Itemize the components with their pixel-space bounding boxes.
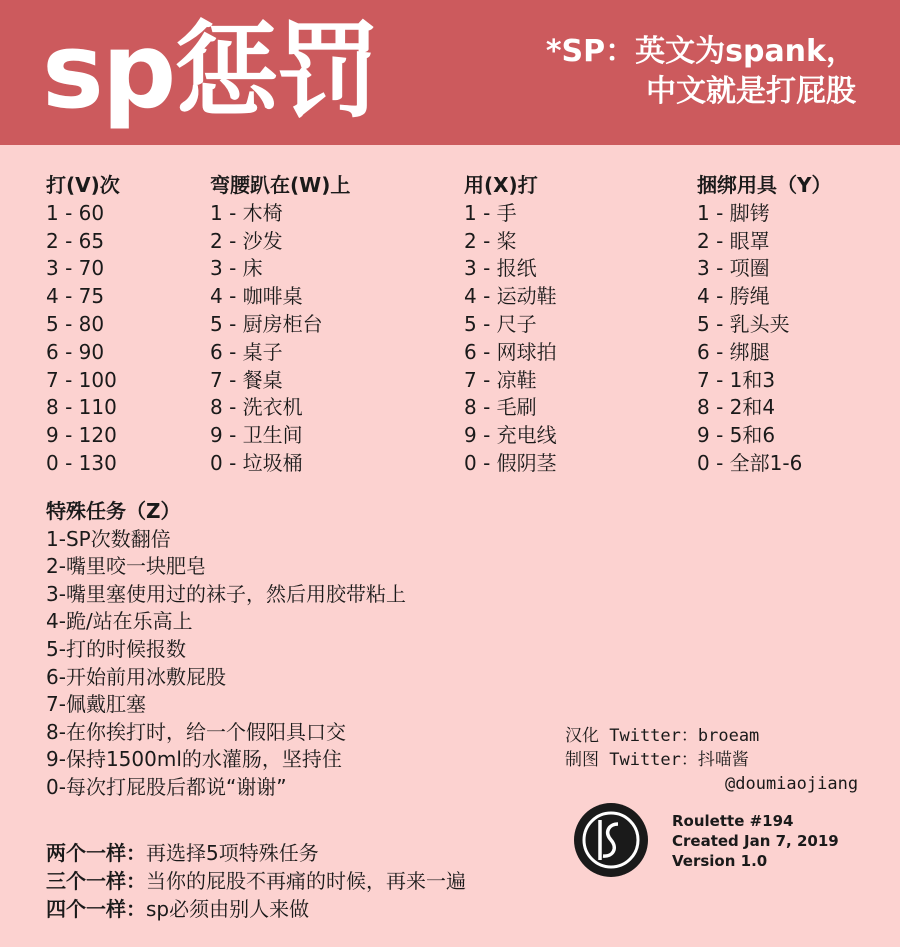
- list-item: 6 - 90: [46, 339, 105, 364]
- column-restraints: [697, 172, 831, 478]
- list-item: 7 - 凉鞋: [464, 367, 537, 392]
- list-item: 5-打的时候报数: [46, 636, 186, 661]
- list-item: 3-嘴里塞使用过的袜子，然后用胶带粘上: [46, 581, 406, 606]
- list-item: 0-每次打屁股后都说“谢谢”: [46, 774, 287, 799]
- roulette-number: Roulette #194: [672, 812, 794, 830]
- list-item: 9 - 5和6: [697, 423, 776, 448]
- list-item: 6 - 网球拍: [464, 339, 557, 364]
- roulette-info: [672, 811, 839, 871]
- list-item: 8 - 洗衣机: [210, 395, 303, 420]
- list-item: 4 - 胯绳: [697, 284, 770, 309]
- page-title: sp惩罚: [42, 10, 379, 132]
- list-item: 3 - 报纸: [464, 256, 537, 281]
- bonus-text: sp必须由别人来做: [146, 896, 310, 921]
- list-item: 0 - 130: [46, 450, 117, 475]
- column-heading: 捆绑用具（Y）: [697, 173, 832, 197]
- list-item: 0 - 垃圾桶: [210, 450, 303, 475]
- list-item: 5 - 80: [46, 311, 105, 336]
- list-item: 6 - 绑腿: [697, 339, 770, 364]
- list-item: 9-保持1500ml的水灌肠，坚持住: [46, 747, 342, 772]
- column-implement: [464, 172, 557, 478]
- list-item: 1 - 木椅: [210, 200, 283, 225]
- list-item: 5 - 厨房柜台: [210, 311, 323, 336]
- list-item: 2-嘴里咬一块肥皂: [46, 554, 206, 579]
- list-item: 5 - 乳头夹: [697, 311, 790, 336]
- list-item: 5 - 尺子: [464, 311, 537, 336]
- special-tasks: [46, 498, 406, 802]
- list-item: 8 - 2和4: [697, 395, 776, 420]
- list-item: 2 - 65: [46, 228, 105, 253]
- subtitle-line-2: 中文就是打屁股: [646, 74, 856, 109]
- header-subtitle: [546, 32, 856, 112]
- list-item: 8 - 110: [46, 395, 117, 420]
- list-item: 7 - 100: [46, 367, 117, 392]
- bonus-rules: [46, 840, 466, 923]
- column-heading: 打(V)次: [46, 173, 120, 197]
- list-item: 4 - 运动鞋: [464, 284, 557, 309]
- list-item: 7 - 1和3: [697, 367, 776, 392]
- bonus-row: [46, 868, 466, 896]
- credit-handle: @doumiaojiang: [725, 774, 859, 794]
- list-item: 1 - 脚铐: [697, 200, 770, 225]
- list-item: 2 - 桨: [464, 228, 517, 253]
- roulette-created: Created Jan 7, 2019: [672, 832, 839, 850]
- column-heading: 用(X)打: [464, 173, 538, 197]
- list-item: 1 - 60: [46, 200, 105, 225]
- bonus-label: 四个一样：: [46, 896, 146, 921]
- list-item: 0 - 全部1-6: [697, 450, 803, 475]
- credit-translation: 汉化 Twitter：broeam: [565, 726, 760, 746]
- list-item: 3 - 床: [210, 256, 263, 281]
- list-item: 2 - 沙发: [210, 228, 283, 253]
- list-item: 6 - 桌子: [210, 339, 283, 364]
- list-item: 8 - 毛刷: [464, 395, 537, 420]
- list-item: 4-跪/站在乐高上: [46, 609, 193, 634]
- bonus-label: 三个一样：: [46, 868, 146, 893]
- credits: [565, 724, 858, 796]
- ks-logo-icon: [573, 802, 649, 878]
- credit-design: 制图 Twitter：抖喵酱: [565, 750, 749, 770]
- list-item: 6-开始前用冰敷屁股: [46, 664, 226, 689]
- bonus-label: 两个一样：: [46, 841, 146, 865]
- list-item: 9 - 120: [46, 423, 117, 448]
- list-item: 9 - 充电线: [464, 423, 557, 448]
- column-count: [46, 172, 120, 478]
- bonus-text: 再选择5项特殊任务: [146, 841, 319, 865]
- list-item: 7-佩戴肛塞: [46, 692, 146, 717]
- column-heading: 弯腰趴在(W)上: [210, 173, 351, 197]
- list-item: 3 - 项圈: [697, 256, 770, 281]
- list-item: 1-SP次数翻倍: [46, 526, 171, 551]
- list-item: 3 - 70: [46, 256, 105, 281]
- subtitle-line-1: *SP：英文为spank，: [545, 34, 856, 69]
- list-item: 7 - 餐桌: [210, 367, 283, 392]
- list-item: 4 - 咖啡桌: [210, 284, 303, 309]
- list-item: 8-在你挨打时，给一个假阳具口交: [46, 719, 346, 744]
- bonus-text: 当你的屁股不再痛的时候，再来一遍: [146, 868, 466, 893]
- header-banner: [0, 0, 900, 145]
- list-item: 1 - 手: [464, 200, 517, 225]
- list-item: 9 - 卫生间: [210, 423, 303, 448]
- bonus-row: [46, 896, 466, 924]
- list-item: 4 - 75: [46, 284, 105, 309]
- special-heading: 特殊任务（Z）: [46, 499, 181, 523]
- roulette-version: Version 1.0: [672, 852, 768, 870]
- column-position: [210, 172, 350, 478]
- bonus-row: [46, 840, 466, 868]
- list-item: 0 - 假阴茎: [464, 450, 557, 475]
- list-item: 2 - 眼罩: [697, 228, 770, 253]
